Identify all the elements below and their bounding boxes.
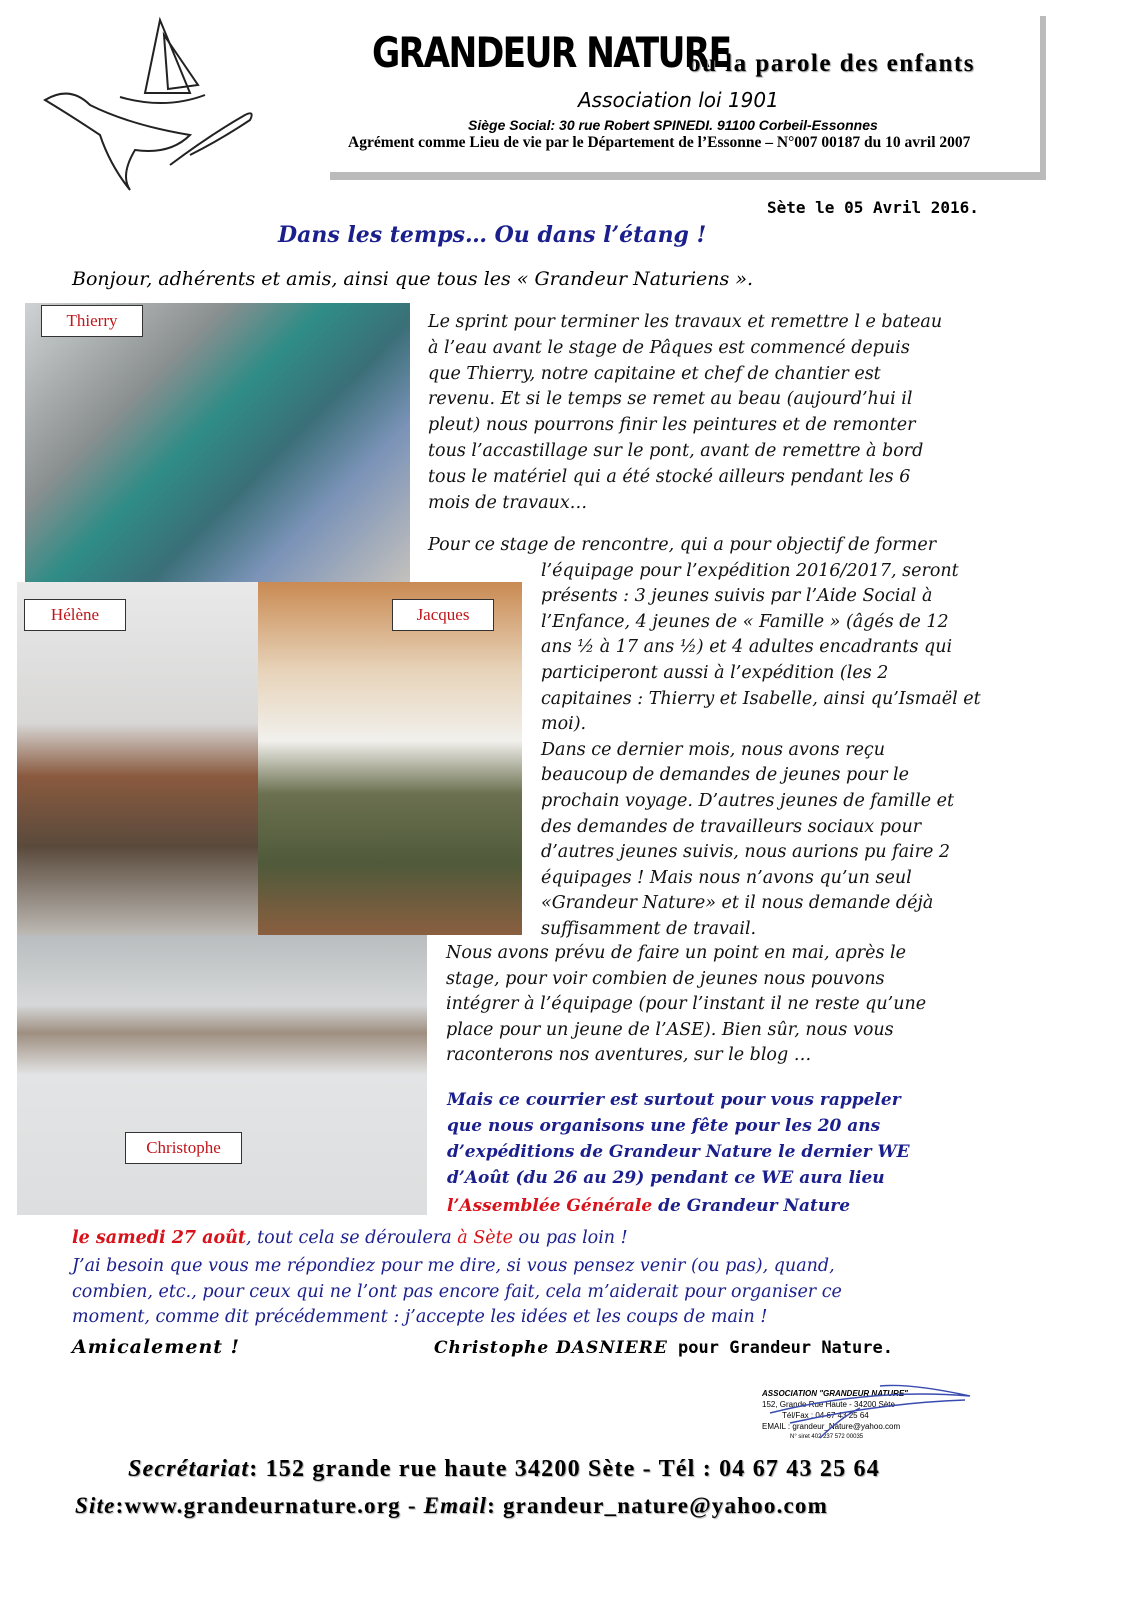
footer-contact	[75, 1493, 828, 1519]
header-rule	[330, 172, 1046, 180]
siege-social: Siège Social: 30 rue Robert SPINEDI. 91100 Corbeil-Essonnes	[468, 117, 878, 133]
samedi-line	[72, 1228, 628, 1248]
text-line: Le sprint pour terminer les travaux et remettre l e bateau	[428, 312, 943, 332]
text-line: «Grandeur Nature» et il nous demande déjà	[541, 893, 934, 914]
stamp-line: ASSOCIATION "GRANDEUR NATURE"	[762, 1389, 908, 1398]
headline: Dans les temps… Ou dans l’étang !	[278, 222, 707, 248]
text-line: beaucoup de demandes de jeunes pour le	[541, 765, 909, 786]
signature	[434, 1338, 893, 1358]
text-line: Pour ce stage de rencontre, qui a pour objectif de former	[428, 535, 937, 555]
signature-suffix: pour Grandeur Nature.	[667, 1338, 893, 1358]
closing: Amicalement !	[72, 1336, 240, 1358]
greeting: Bonjour, adhérents et amis, ainsi que tous les « Grandeur Naturiens ».	[72, 268, 753, 290]
stamp-line: N° siret 402 237 572 00035	[790, 1434, 864, 1440]
text-line: l’équipage pour l’expédition 2016/2017, seront	[541, 560, 959, 581]
text-line: intégrer à l’équipage (pour l’instant il ne reste qu’une	[446, 994, 927, 1015]
letter-date: Sète le 05 Avril 2016.	[767, 198, 979, 217]
text-line: des demandes de travailleurs sociaux pour	[541, 816, 922, 837]
sailboat-whale-logo	[40, 15, 260, 195]
text-line: d’autres jeunes suivis, nous aurions pu faire 2	[541, 842, 951, 863]
text-line: ans ½ à 17 ans ½) et 4 adultes encadrants qui	[541, 637, 953, 658]
text-line: mois de travaux…	[428, 492, 588, 513]
agrement: Agrément comme Lieu de vie par le Département de l’Essonne – N°007 00187 du 10 avril 2007	[348, 134, 971, 151]
text-line: capitaines : Thierry et Isabelle, ainsi qu’Ismaël et	[541, 688, 981, 709]
place-highlight: à Sète	[457, 1228, 513, 1248]
ag-rest: de Grandeur Nature	[652, 1196, 851, 1216]
text-line: participeront aussi à l’expédition (les 2	[541, 663, 889, 683]
text-line: pleut) nous pourrons finir les peintures et de remonter	[428, 415, 916, 436]
text-line: d’Août (du 26 au 29) pendant ce WE aura lieu	[447, 1168, 885, 1188]
text-line: que Thierry, notre capitaine et chef de chantier est	[428, 363, 881, 384]
text-line: raconterons nos aventures, sur le blog …	[446, 1045, 812, 1066]
text-line: moi).	[541, 714, 587, 735]
stamp-line: 152, Grande Rue Haute - 34200 Sète	[762, 1400, 895, 1409]
stamp-line: Tél/Fax : 04 67 43 25 64	[782, 1411, 869, 1420]
text-line: moment, comme dit précédemment : j’accepte les idées et les coups de main !	[72, 1307, 768, 1328]
text-line: revenu. Et si le temps se remet au beau (aujourd’hui il	[428, 389, 913, 410]
header-rule-side	[1040, 16, 1046, 180]
text-line: équipages ! Mais nous n’avons qu’un seul	[541, 867, 912, 888]
text-line: tous le matériel qui a été stocké ailleurs pendant les 6	[428, 466, 911, 487]
photo-label-helene: Hélène	[24, 599, 126, 631]
text-line: Nous avons prévu de faire un point en mai, après le	[446, 943, 906, 963]
text-line: place pour un jeune de l’ASE). Bien sûr, nous vous	[446, 1019, 894, 1040]
text-line: Dans ce dernier mois, nous avons reçu	[541, 739, 885, 760]
text-line: prochain voyage. D’autres jeunes de famille et	[541, 791, 955, 811]
text-line: que nous organisons une fête pour les 20 ans	[447, 1116, 881, 1136]
signature-name: Christophe DASNIERE	[434, 1338, 668, 1358]
photo-label-thierry: Thierry	[41, 305, 143, 337]
text-line: l’Enfance, 4 jeunes de « Famille » (âgés de 12	[541, 611, 949, 632]
text-line: à l’eau avant le stage de Pâques est commencé depuis	[428, 337, 910, 358]
text-line: tous l’accastillage sur le pont, avant de remettre à bord	[428, 441, 924, 461]
footer-secretariat	[128, 1456, 880, 1483]
photo-label-jacques: Jacques	[392, 599, 494, 631]
stamp-line: EMAIL : grandeur_Nature@yahoo.com	[762, 1422, 901, 1431]
text-line: présents : 3 jeunes suivis par l’Aide Social à	[541, 586, 933, 607]
text-line: suffisamment de travail.	[541, 919, 757, 939]
email-link[interactable]: : grandeur_nature@yahoo.com	[487, 1493, 828, 1518]
text-line: J’ai besoin que vous me répondiez pour me dire, si vous pensez venir (ou pas), quand,	[72, 1256, 835, 1276]
org-title: GRANDEUR NATURE	[372, 28, 731, 77]
secretariat-label: Secrétariat	[128, 1456, 250, 1482]
text-line: d’expéditions de Grandeur Nature le dernier WE	[447, 1142, 910, 1162]
text-line: Mais ce courrier est surtout pour vous rappeler	[447, 1090, 901, 1110]
handwritten-signature	[760, 1378, 980, 1448]
ag-highlight: l’Assemblée Générale	[447, 1196, 653, 1216]
photo-jacques	[258, 582, 522, 935]
photo-christophe	[17, 935, 427, 1215]
site-link[interactable]: :www.grandeurnature.org -	[115, 1493, 424, 1518]
photo-helene	[17, 582, 258, 935]
photo-label-christophe: Christophe	[125, 1132, 242, 1164]
email-label: Email	[423, 1493, 488, 1518]
assoc-type: Association loi 1901	[578, 88, 779, 112]
samedi-end: ou pas loin !	[512, 1228, 628, 1248]
site-label: Site	[75, 1493, 116, 1518]
photo-thierry	[25, 303, 410, 592]
secretariat-text: : 152 grande rue haute 34200 Sète - Tél : 04 67 43 25 64	[249, 1456, 880, 1482]
ag-line	[447, 1196, 850, 1216]
text-line: combien, etc., pour ceux qui ne l’ont pas encore fait, cela m’aiderait pour organiser ce	[72, 1281, 842, 1302]
text-line: stage, pour voir combien de jeunes nous pouvons	[446, 968, 885, 989]
date-highlight: le samedi 27 août	[72, 1228, 246, 1248]
samedi-mid: , tout cela se déroulera	[245, 1228, 458, 1248]
org-subtitle: ou la parole des enfants	[688, 50, 975, 77]
